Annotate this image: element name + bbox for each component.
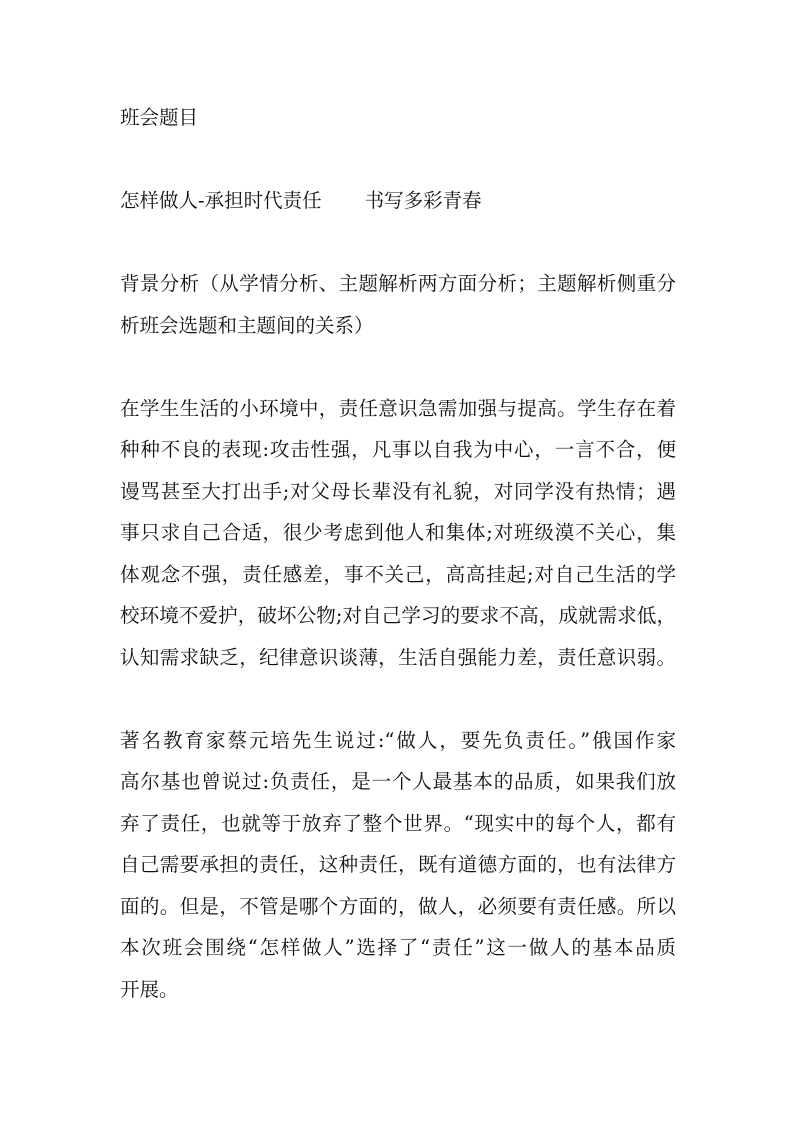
topic-line [120, 180, 676, 222]
background-heading-line: 背景分析（从学情分析、主题解析两方面分析；主题解析侧重分 [120, 272, 676, 295]
paragraph-line: 认知需求缺乏，纪律意识谈薄，生活自强能力差，责任意识弱。 [120, 645, 676, 669]
paragraph-line: 体观念不强，责任感差，事不关己，高高挂起;对自己生活的学 [120, 562, 676, 586]
topic-sub: 书写多彩青春 [364, 189, 482, 212]
paragraph-line: 事只求自己合适，很少考虑到他人和集体;对班级漠不关心，集 [120, 521, 676, 544]
paragraph-line: 在学生生活的小环境中，责任意识急需加强与提高。学生存在着 [120, 396, 676, 420]
paragraph-line: 谩骂甚至大打出手;对父母长辈没有礼貌，对同学没有热情；遇 [120, 479, 676, 503]
blank-line [120, 222, 676, 264]
blank-line [120, 139, 676, 181]
paragraph-line: 弃了责任，也就等于放弃了整个世界。“现实中的每个人，都有 [120, 811, 676, 835]
paragraph-line: 开展。 [120, 977, 179, 1001]
paragraph-line: 面的。但是，不管是哪个方面的，做人，必须要有责任感。所以 [120, 894, 676, 918]
paragraph-quotes [120, 720, 676, 1011]
paragraph-line: 著名教育家蔡元培先生说过:“做人，要先负责任。”俄国作家 [120, 728, 676, 752]
paragraph-line: 种种不良的表现:攻击性强，凡事以自我为中心，一言不合，便 [120, 438, 676, 461]
paragraph-line: 本次班会围绕“怎样做人”选择了“责任”这一做人的基本品质 [120, 936, 676, 959]
background-heading-line: 析班会选题和主题间的关系） [120, 313, 374, 337]
paragraph-line: 高尔基也曾说过:负责任，是一个人最基本的品质，如果我们放 [120, 770, 676, 793]
background-heading [120, 263, 676, 346]
blank-line [120, 678, 676, 720]
document-title: 班会题目 [120, 106, 199, 129]
paragraph-line: 自己需要承担的责任，这种责任，既有道德方面的，也有法律方 [120, 853, 676, 876]
document-body [120, 97, 676, 1010]
topic-main: 怎样做人-承担时代责任 [120, 189, 322, 212]
paragraph-line: 校环境不爱护，破坏公物;对自己学习的要求不高，成就需求低， [120, 604, 676, 627]
paragraph-situation [120, 388, 676, 679]
blank-line [120, 346, 676, 388]
